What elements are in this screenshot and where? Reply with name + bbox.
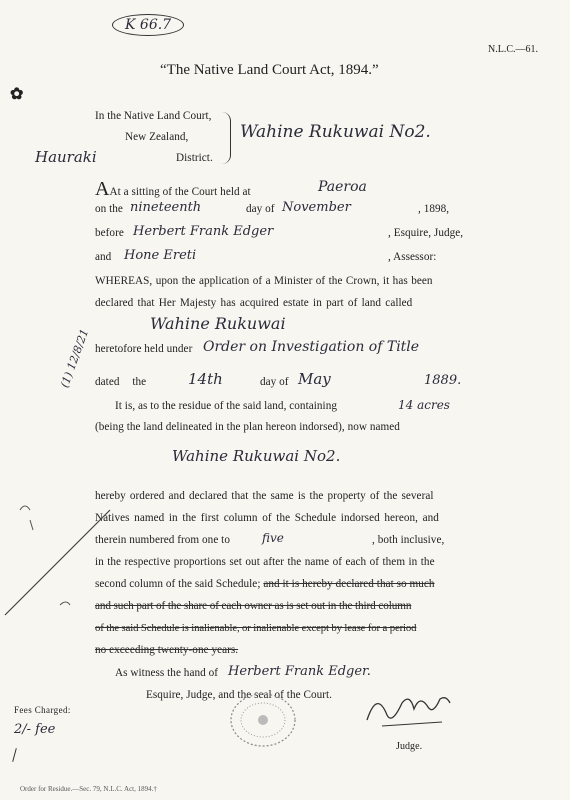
- residue-new-name: Wahine Rukuwai No2.: [172, 447, 341, 465]
- residue-line2: (being the land delineated in the plan hereon indorsed), now named: [95, 421, 400, 433]
- court-line1: In the Native Land Court,: [95, 110, 212, 122]
- struck-text-4: no exceeding twenty-one years.: [95, 644, 239, 656]
- court-seal: [228, 690, 298, 750]
- sitting-and: and: [95, 251, 112, 263]
- sitting-day: nineteenth: [130, 200, 202, 215]
- struck-text-1: and it is hereby declared that so much: [263, 578, 435, 590]
- fees-mark: [12, 748, 17, 762]
- judge-signature: [362, 690, 472, 732]
- judge-label: Judge.: [396, 741, 423, 752]
- sitting-month: November: [282, 200, 351, 215]
- order-line3a: therein numbered from one to: [95, 534, 230, 546]
- sitting-on-the: on the: [95, 203, 123, 215]
- order-line3b: , both inclusive,: [372, 534, 445, 546]
- dated-month: May: [298, 370, 331, 388]
- dated-day: 14th: [188, 370, 223, 388]
- district-name: Hauraki: [35, 148, 97, 166]
- land-called: Wahine Rukuwai: [150, 314, 286, 333]
- margin-pencil-strokes: [0, 490, 120, 620]
- court-line2: New Zealand,: [125, 131, 189, 143]
- order-line5: second column of the said Schedule; and it is hereby declared that so much: [95, 578, 435, 590]
- block-name: Wahine Rukuwai No2.: [240, 122, 431, 142]
- fees-value: 2/- fee: [14, 722, 56, 737]
- witness-name: Herbert Frank Edger.: [228, 664, 371, 679]
- held-under-label: heretofore held under: [95, 343, 193, 355]
- sitting-place: Paeroa: [318, 179, 367, 195]
- struck-text-3: of the said Schedule is inalienable, or inalienable except by lease for a period: [95, 622, 417, 634]
- sitting-dayof: day of: [246, 203, 275, 215]
- order-line2: Natives named in the first column of the Schedule indorsed hereon, and: [95, 512, 439, 524]
- witness-line2: Esquire, Judge, and the seal of the Court.: [146, 689, 333, 701]
- witness-line1: As witness the hand of: [115, 667, 219, 679]
- drop-cap: A: [95, 178, 110, 200]
- form-number: N.L.C.—61.: [488, 44, 538, 55]
- margin-annotation: (1) 12/8/21: [58, 327, 92, 390]
- margin-mark: ✿: [10, 86, 24, 103]
- assessor-title: , Assessor:: [388, 251, 437, 263]
- assessor-name: Hone Ereti: [124, 248, 197, 263]
- dated-dayof: day of: [260, 376, 289, 388]
- held-under: Order on Investigation of Title: [203, 339, 420, 355]
- court-brace: [222, 112, 231, 164]
- residue-acreage: 14 acres: [398, 398, 450, 412]
- order-line4: in the respective proportions set out after the name of each of them in the: [95, 556, 435, 568]
- whereas-line2: declared that Her Majesty has acquired estate in part of land called: [95, 297, 413, 309]
- sitting-year: , 1898,: [418, 203, 450, 215]
- judge-name: Herbert Frank Edger: [133, 224, 274, 239]
- ref-annotation: K 66.7: [112, 14, 184, 36]
- struck-text-2: and such part of the share of each owner as is set out in the third column: [95, 600, 412, 612]
- sitting-before: before: [95, 227, 124, 239]
- footer-note: Order for Residue.—Sec. 79, N.L.C. Act, 1894.†: [20, 785, 157, 793]
- fees-label: Fees Charged:: [14, 705, 71, 715]
- act-title: “The Native Land Court Act, 1894.”: [160, 62, 379, 78]
- dated-year: 1889.: [424, 373, 462, 388]
- whereas-line1: WHEREAS, upon the application of a Minister of the Crown, it has been: [95, 275, 433, 287]
- order-line1: hereby ordered and declared that the same is the property of the several: [95, 490, 434, 502]
- sitting-prefix: AAt a sitting of the Court held at: [95, 178, 251, 200]
- dated-label: dated the: [95, 376, 147, 388]
- judge-title: , Esquire, Judge,: [388, 227, 464, 239]
- district-label: District.: [176, 152, 213, 164]
- order-number: five: [262, 531, 284, 545]
- residue-line1: It is, as to the residue of the said land, containing: [115, 400, 337, 412]
